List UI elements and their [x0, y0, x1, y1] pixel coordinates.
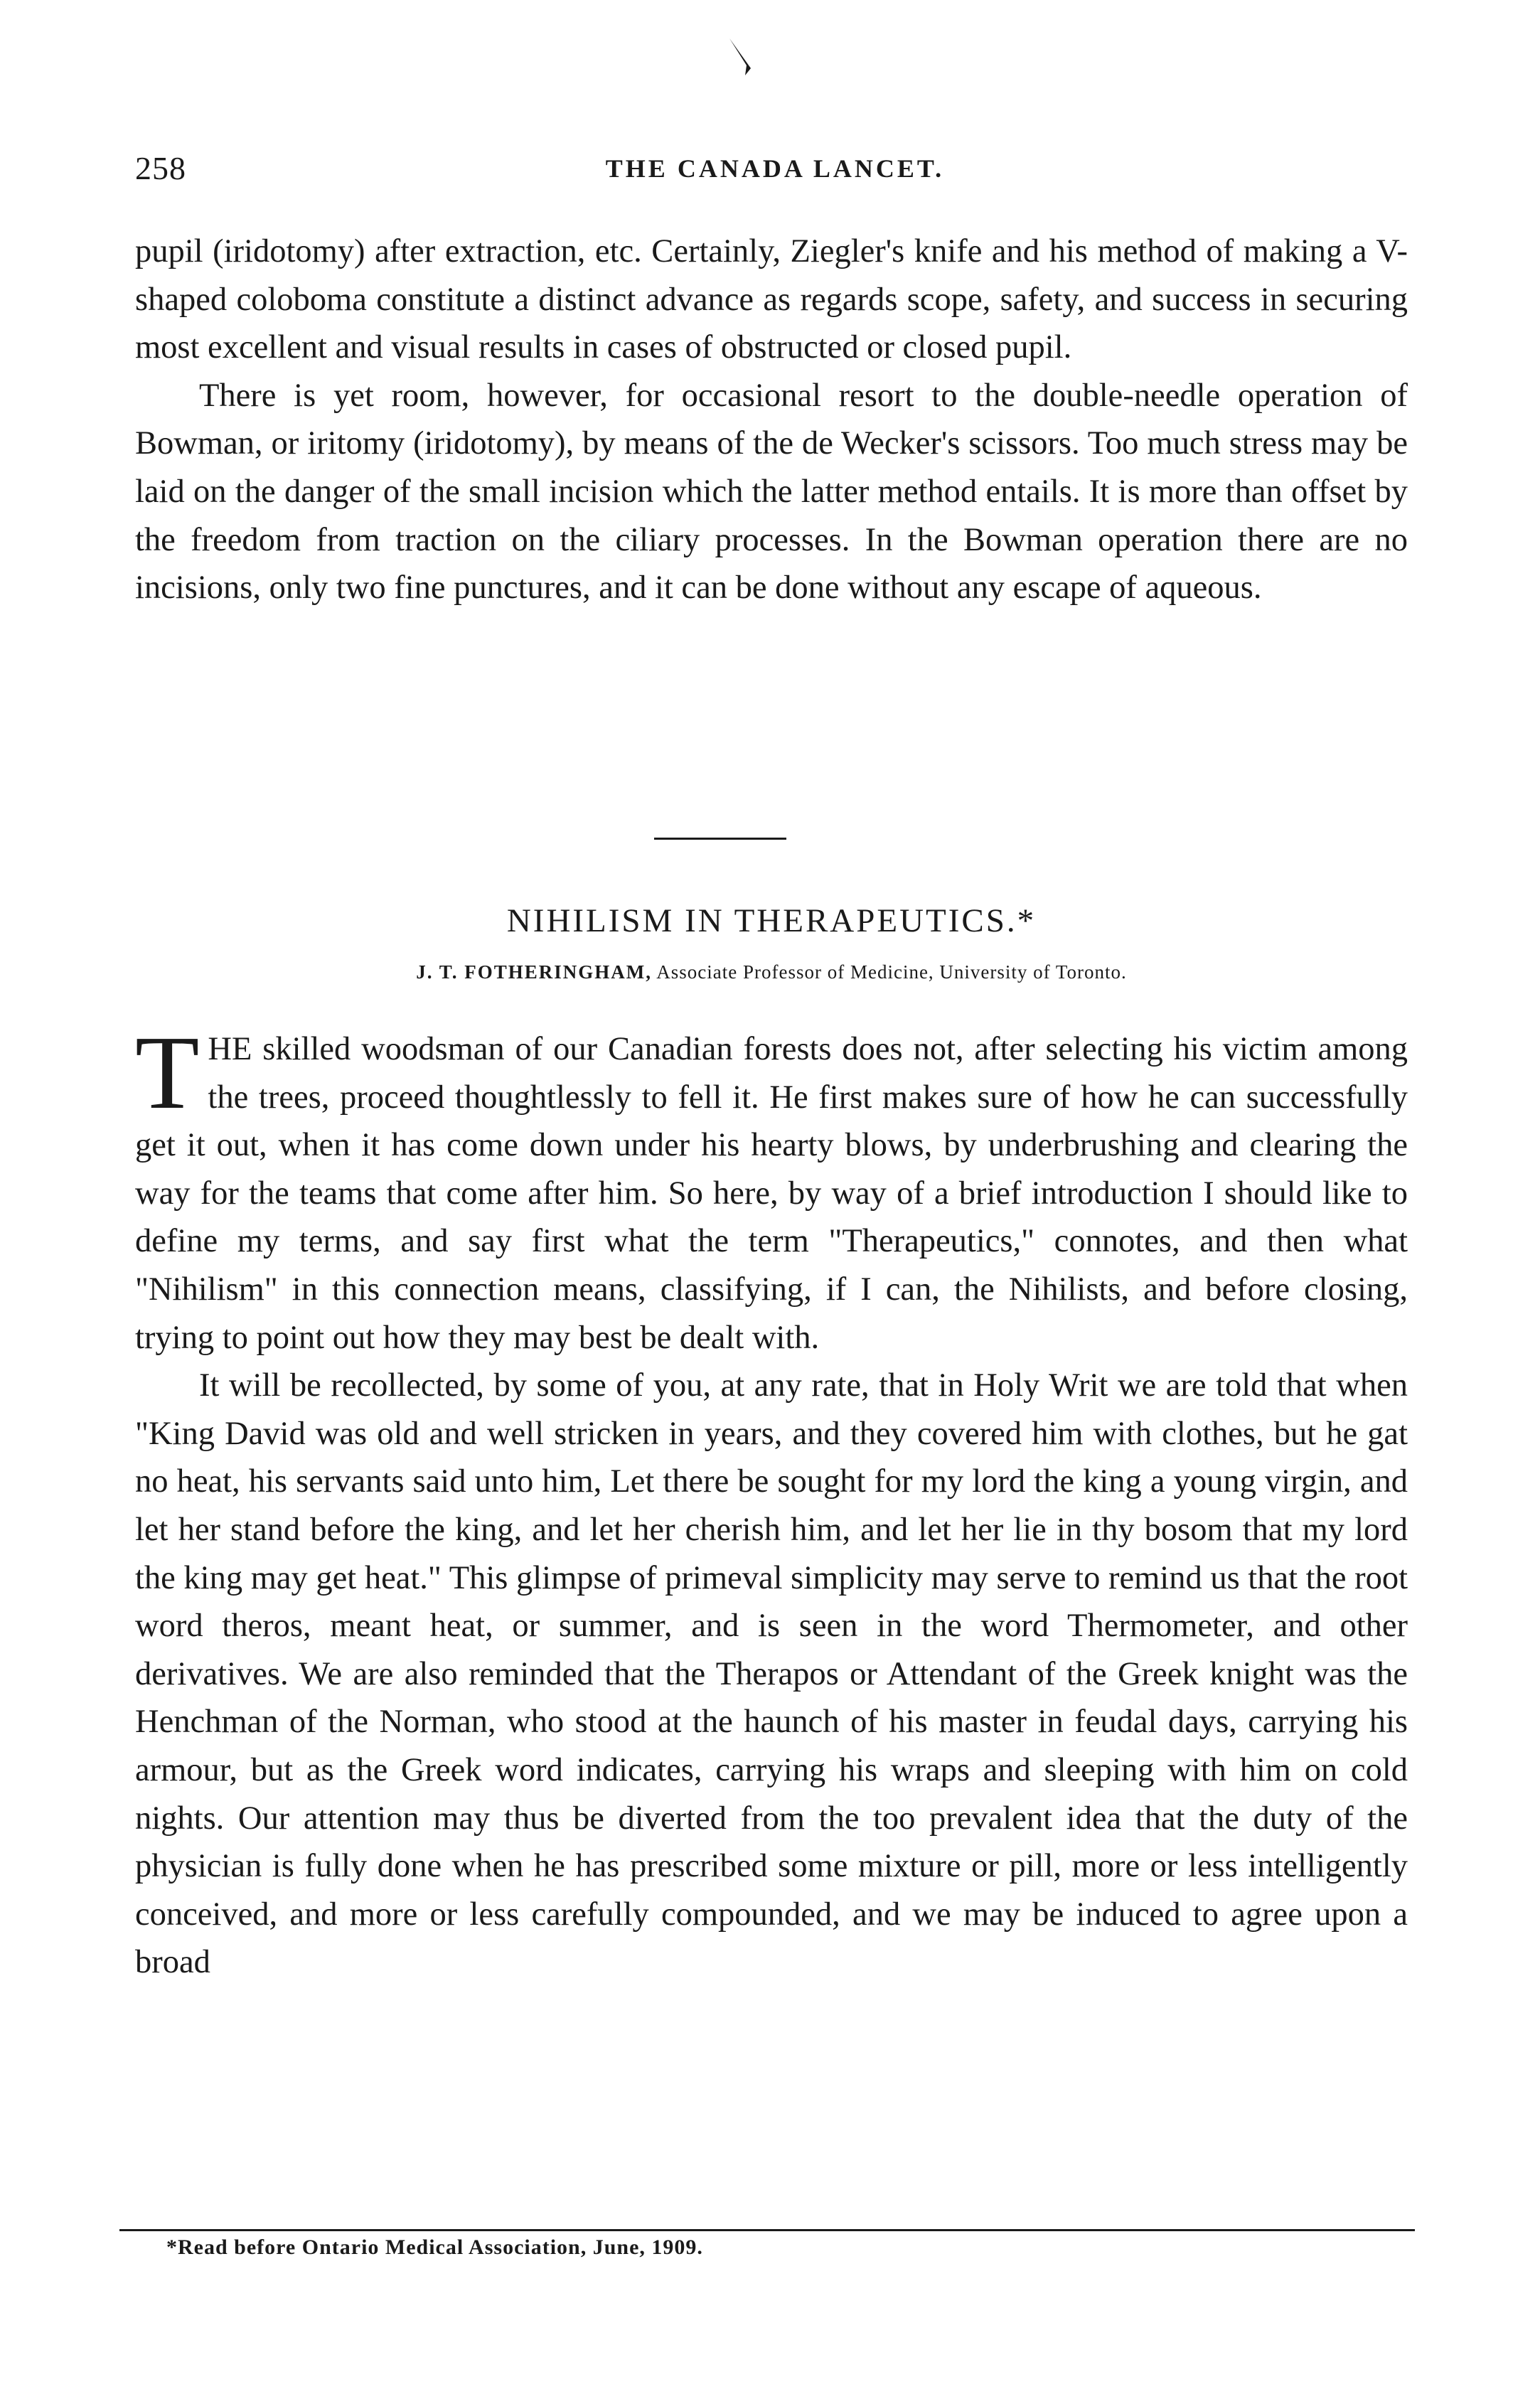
journal-title: THE CANADA LANCET.	[605, 154, 945, 183]
paragraph	[135, 1015, 1408, 1362]
paragraph-text: HE skilled woodsman of our Canadian forests does not, after selecting his victim among the trees, proceed thoughtlessly to fell it. He first makes sure of how he can successfully get it out, when it has come down under his hearty blows, by underbrushing and clearing the way for the teams that come after him. So here, by way of a brief introduction I should like to define my terms, and say first what the term "Therapeutics," connotes, and then what "Nihilism" in this connection means, classifying, if I can, the Nihilists, and before closing, trying to point out how they may best be dealt with.	[135, 1031, 1408, 1356]
author-byline	[135, 961, 1408, 983]
article-title: NIHILISM IN THERAPEUTICS.*	[506, 902, 1037, 939]
continuation-text	[135, 228, 1408, 612]
article-body	[135, 1015, 1408, 1987]
paragraph: There is yet room, however, for occasional resort to the double-needle operation of Bowman, or iritomy (iridotomy), by means of the de Wecker's scissors. Too much stress may be laid on the danger of the small incision which the latter method entails. It is more than offset by the freedom from traction on the ciliary processes. In the Bowman operation there are no incisions, only two fine punctures, and it can be done without any escape of aqueous.	[135, 377, 1408, 607]
section-divider	[654, 838, 786, 840]
author-affiliation: Associate Professor of Medicine, University of Toronto.	[656, 961, 1127, 983]
author-name: J. T. FOTHERINGHAM,	[416, 961, 652, 983]
stray-ink-mark	[725, 34, 756, 80]
page-number: 258	[135, 150, 186, 186]
drop-cap: T	[135, 1015, 200, 1131]
footnote: *Read before Ontario Medical Association, June, 1909.	[166, 2235, 703, 2259]
paragraph: It will be recollected, by some of you, at any rate, that in Holy Writ we are told that when "King David was old and well stricken in years, and they covered him with clothes, but he gat no heat, his servants said unto him, Let there be sought for my lord the king a young virgin, and let her stand before the king, and let her cherish him, and let her lie in thy bosom that my lord the king may get heat." This glimpse of primeval simplicity may serve to remind us that the root word theros, meant heat, or summer, and is seen in the word Thermometer, and other derivatives. We are also reminded that the Therapos or Attendant of the Greek knight was the Henchman of the Norman, who stood at the haunch of his master in feudal days, carrying his armour, but as the Greek word indicates, carrying his wraps and sleeping with him on cold nights. Our attention may thus be diverted from the too prevalent idea that the duty of the physician is fully done when he has prescribed some mixture or pill, more or less intelligently conceived, and more or less carefully compounded, and we may be induced to agree upon a broad	[135, 1367, 1408, 1981]
running-header	[135, 149, 1415, 192]
footnote-rule	[119, 2229, 1415, 2231]
paragraph: pupil (iridotomy) after extraction, etc. Certainly, Ziegler's knife and his method of making a V-shaped coloboma constitute a distinct advance as regards scope, safety, and success in securing most excellent and visual results in cases of obstructed or closed pupil.	[135, 233, 1408, 366]
